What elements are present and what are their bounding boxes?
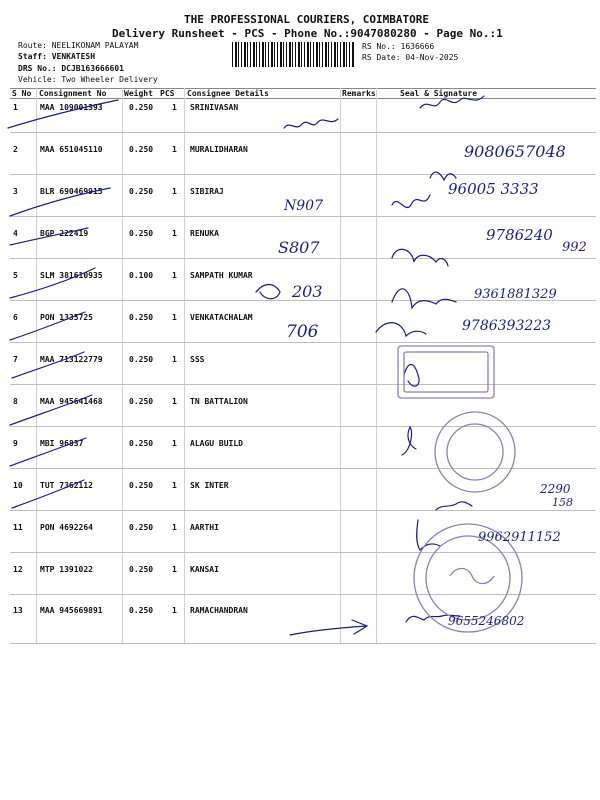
seal-stamp xyxy=(398,346,494,398)
row-rule xyxy=(10,384,596,385)
row-weight: 0.250 xyxy=(129,439,154,448)
stamp-logo xyxy=(450,569,494,584)
seal-stamp xyxy=(426,536,510,620)
row-weight: 0.250 xyxy=(129,606,154,615)
row-sno: 3 xyxy=(13,187,18,196)
row-weight: 0.250 xyxy=(129,103,154,112)
row-pcs: 1 xyxy=(172,313,177,322)
row-pcs: 1 xyxy=(172,187,177,196)
handwritten-phone: 9080657048 xyxy=(464,142,566,161)
vehicle-label: Vehicle: Two Wheeler Delivery xyxy=(18,75,158,84)
header-bottom-rule xyxy=(10,98,596,99)
row-pcs: 1 xyxy=(172,103,177,112)
row-rule xyxy=(10,132,596,133)
row-consignment: PON 4692264 xyxy=(40,523,93,532)
handwritten-note: N907 xyxy=(284,198,323,214)
row-sno: 11 xyxy=(13,523,23,532)
col-divider xyxy=(376,88,377,644)
row-weight: 0.250 xyxy=(129,355,154,364)
row-sno: 9 xyxy=(13,439,18,448)
col-header-pcs: PCS xyxy=(160,89,175,98)
row-weight: 0.250 xyxy=(129,187,154,196)
row-sno: 5 xyxy=(13,271,18,280)
row-consignee: RAMACHANDRAN xyxy=(190,606,248,615)
handwritten-phone: 9655246802 xyxy=(448,614,525,628)
row-consignment: MAA 651045110 xyxy=(40,145,103,154)
row-rule xyxy=(10,216,596,217)
signature-scribble xyxy=(392,289,456,308)
row-sno: 12 xyxy=(13,565,23,574)
handwritten-note: 158 xyxy=(552,496,573,509)
row-pcs: 1 xyxy=(172,397,177,406)
signature-scribble xyxy=(392,195,430,208)
row-consignee: TN BATTALION xyxy=(190,397,248,406)
col-header-seal: Seal & Signature xyxy=(400,89,478,98)
row-pcs: 1 xyxy=(172,145,177,154)
row-rule xyxy=(10,258,596,259)
row-consignment: MAA 945669891 xyxy=(40,606,103,615)
handwritten-note: 2290 xyxy=(540,482,571,496)
signature-scribble xyxy=(284,119,338,128)
company-title: THE PROFESSIONAL COURIERS, COIMBATORE xyxy=(184,13,430,26)
row-sno: 7 xyxy=(13,355,18,364)
handwritten-phone: 9786240 xyxy=(486,226,553,244)
handwritten-phone: 9962911152 xyxy=(478,530,561,545)
row-pcs: 1 xyxy=(172,523,177,532)
row-consignment: PON 1335725 xyxy=(40,313,93,322)
staff-label: Staff: VENKATESH xyxy=(18,52,96,61)
col-header-remarks: Remarks xyxy=(342,89,376,98)
col-header-sno: S No xyxy=(12,89,32,98)
col-divider xyxy=(36,88,37,644)
row-sno: 1 xyxy=(13,103,18,112)
seal-stamp xyxy=(404,352,488,392)
row-weight: 0.250 xyxy=(129,397,154,406)
row-consignment: MBI 96837 xyxy=(40,439,84,448)
row-weight: 0.250 xyxy=(129,313,154,322)
row-weight: 0.250 xyxy=(129,523,154,532)
drs-barcode xyxy=(232,42,354,67)
row-consignee: RENUKA xyxy=(190,229,219,238)
handwritten-note: 706 xyxy=(286,322,319,342)
seal-stamp xyxy=(447,424,503,480)
row-pcs: 1 xyxy=(172,481,177,490)
row-rule xyxy=(10,552,596,553)
row-sno: 4 xyxy=(13,229,18,238)
row-consignee: MURALIDHARAN xyxy=(190,145,248,154)
row-consignee: SSS xyxy=(190,355,205,364)
row-consignee: ALAGU BUILD xyxy=(190,439,243,448)
row-rule xyxy=(10,643,596,644)
signature-scribble xyxy=(256,285,280,299)
row-sno: 8 xyxy=(13,397,18,406)
signature-scribble xyxy=(436,502,472,510)
row-rule xyxy=(10,468,596,469)
row-weight: 0.250 xyxy=(129,481,154,490)
row-weight: 0.100 xyxy=(129,271,154,280)
row-consignee: AARTHI xyxy=(190,523,219,532)
col-divider xyxy=(122,88,123,644)
row-consignment: BGP 222419 xyxy=(40,229,89,238)
row-rule xyxy=(10,342,596,343)
col-divider xyxy=(184,88,185,644)
row-pcs: 1 xyxy=(172,271,177,280)
row-sno: 10 xyxy=(13,481,23,490)
row-consignee: VENKATACHALAM xyxy=(190,313,253,322)
route-label: Route: NEELIKONAM PALAYAM xyxy=(18,41,139,50)
runsheet-subtitle: Delivery Runsheet - PCS - Phone No.:9047080280 - Page No.:1 xyxy=(112,27,503,40)
row-consignee: KANSAI xyxy=(190,565,219,574)
row-rule xyxy=(10,594,596,595)
row-consignee: SRINIVASAN xyxy=(190,103,239,112)
row-pcs: 1 xyxy=(172,439,177,448)
seal-stamp xyxy=(435,412,515,492)
signature-scribble xyxy=(402,427,416,455)
row-consignment: MAA 713122779 xyxy=(40,355,103,364)
row-consignment: MAA 945641468 xyxy=(40,397,103,406)
row-consignment: SLM 381610935 xyxy=(40,271,103,280)
handwritten-phone: 9361881329 xyxy=(474,287,557,302)
row-consignment: MAA 109001393 xyxy=(40,103,103,112)
row-consignment: MTP 1391022 xyxy=(40,565,93,574)
row-pcs: 1 xyxy=(172,355,177,364)
row-consignment: TUT 7362112 xyxy=(40,481,93,490)
rs-date: RS Date: 04-Nov-2025 xyxy=(362,53,459,62)
handwritten-note: 203 xyxy=(292,282,323,301)
drs-label: DRS No.: DCJB163666601 xyxy=(18,64,124,73)
signature-scribble xyxy=(376,323,426,336)
row-pcs: 1 xyxy=(172,565,177,574)
row-consignee: SK INTER xyxy=(190,481,229,490)
row-consignee: SAMPATH KUMAR xyxy=(190,271,253,280)
row-weight: 0.250 xyxy=(129,565,154,574)
row-sno: 13 xyxy=(13,606,23,615)
row-sno: 2 xyxy=(13,145,18,154)
handwritten-phone: 9786393223 xyxy=(462,318,552,334)
row-weight: 0.250 xyxy=(129,229,154,238)
handwritten-phone: 992 xyxy=(562,240,587,255)
row-rule xyxy=(10,510,596,511)
row-consignment: BLR 690469915 xyxy=(40,187,103,196)
col-header-weight: Weight xyxy=(124,89,153,98)
row-rule xyxy=(10,426,596,427)
row-consignee: SIBIRAJ xyxy=(190,187,224,196)
col-divider xyxy=(340,88,341,644)
row-weight: 0.250 xyxy=(129,145,154,154)
col-header-consignment: Consignment No xyxy=(39,89,107,98)
col-header-consignee: Consignee Details xyxy=(187,89,269,98)
handwritten-phone: 96005 3333 xyxy=(448,180,539,198)
row-pcs: 1 xyxy=(172,229,177,238)
handwritten-note: S807 xyxy=(278,238,320,257)
row-pcs: 1 xyxy=(172,606,177,615)
row-rule xyxy=(10,174,596,175)
signature-scribble xyxy=(404,365,419,387)
signature-scribble xyxy=(417,520,440,550)
arrow-mark xyxy=(290,620,367,635)
rs-number: RS No.: 1636666 xyxy=(362,42,435,51)
row-sno: 6 xyxy=(13,313,18,322)
